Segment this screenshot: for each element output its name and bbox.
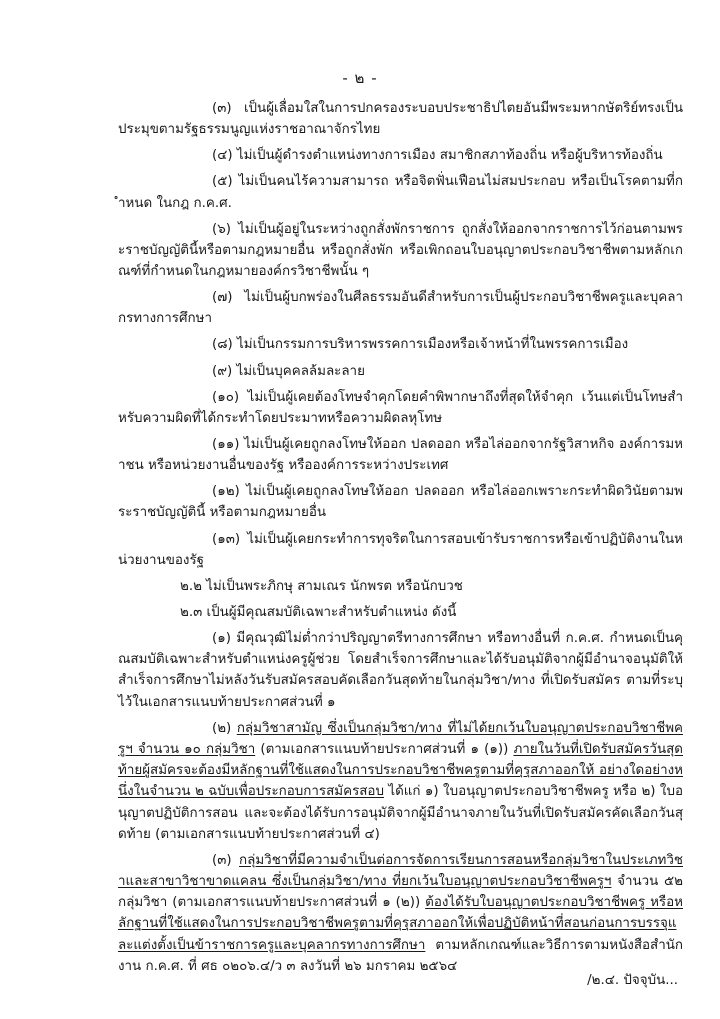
underlined-text: ต้องได้รับใบอนุญาตประกอบวิชาชีพครู หรือหลักฐานที่ใช้แสดงในการประกอบวิชาชีพครูตามที่คุรุสภาออกให้เพื่อปฏิบัติหน้าที่สอนก่อนการบรรจุและแต่งตั้งเป็นข้าราชการครูและบุคลากรทางการศึกษา: [118, 895, 683, 953]
paragraph-p11: [118, 434, 683, 476]
paragraph-p10: [118, 387, 683, 429]
underlined-text: ภายในวันที่เปิดรับสมัครวันสุดท้ายผู้สมัครจะต้องมีหลักฐานที่ใช้แสดงในการประกอบวิชาชีพครูตามที่คุรุสภาออกให้ อย่างใดอย่างหนึ่งในจำนวน ๒ ฉบับเพื่อประกอบการสมัครสอบ: [118, 741, 683, 800]
paragraph-p23: [118, 602, 683, 623]
text-segment: ๒.๓ เป็นผู้มีคุณสมบัติเฉพาะสำหรับตำแหน่ง ดังนี้: [180, 604, 457, 620]
text-segment: จำนวน ๕๒ กลุ่มวิชา (ตามเอกสารแนบท้ายประกาศส่วนที่ ๑ (๒)): [118, 874, 683, 911]
text-segment: ตามหลักเกณฑ์และวิธีการตามหนังสือสำนักงาน ก.ค.ศ. ที่ ศธ ๐๒๐๖.๔/ว ๓ ลงวันที่ ๒๖ มกราคม ๒๕๖๔: [118, 937, 683, 974]
text-segment: ๒.๒ ไม่เป็นพระภิกษุ สามเณร นักพรต หรือนักบวช: [180, 578, 463, 594]
underlined-text: กลุ่มวิชาสามัญ ซึ่งเป็นกลุ่มวิชา/ทาง ที่ไม่ได้ยกเว้นใบอนุญาตประกอบวิชาชีพครูฯ จำนวน ๑๐ กลุ่มวิชา: [118, 720, 683, 757]
text-segment: (๑๒) ไม่เป็นผู้เคยถูกลงโทษให้ออก ปลดออก หรือไล่ออกเพราะกระทำผิดวินัยตามพระราชบัญญัตินี้ หรือตามกฎหมายอื่น: [118, 484, 683, 521]
underlined-text: กลุ่มวิชาที่มีความจำเป็นต่อการจัดการเรียนการสอนหรือกลุ่มวิชาในประเภทวิชาและสาขาวิชาขาดแคลน ซึ่งเป็นกลุ่มวิชา/ทาง ที่ยกเว้นใบอนุญาตประกอบวิชาชีพครูฯ: [118, 852, 683, 890]
text-segment: (๑๑) ไม่เป็นผู้เคยถูกลงโทษให้ออก ปลดออก หรือไล่ออกจากรัฐวิสาหกิจ องค์การมหาชน หรือหน่วยงานอื่นของรัฐ หรือองค์การระหว่างประเทศ: [118, 436, 683, 474]
text-segment: (๙) ไม่เป็นบุคคลล้มละลาย: [212, 363, 365, 379]
text-segment: (๑) มีคุณวุฒิไม่ต่ำกว่าปริญญาตรีทางการศึกษา หรือทางอื่นที่ ก.ค.ศ. กำหนดเป็นคุณสมบัติเฉพาะสำหรับตำแหน่งครูผู้ช่วย โดยสำเร็จการศึกษาและได้รับอนุมัติจากผู้มีอำนาจอนุมัติให้สำเร็จการศึกษาไม่หลังวันรับสมัครสอบคัดเลือกวันสุดท้ายในกลุ่มวิชา/ทาง ที่เปิดรับสมัคร ตามที่ระบุไว้ในเอกสารแนบท้ายประกาศส่วนที่ ๑: [118, 631, 683, 710]
paragraph-p8: [118, 334, 683, 355]
text-segment: (๑๐) ไม่เป็นผู้เคยต้องโทษจำคุกโดยคำพิพากษาถึงที่สุดให้จำคุก เว้นแต่เป็นโทษสำหรับความผิดที่ได้กระทำโดยประมาทหรือความผิดลหุโทษ: [118, 389, 683, 426]
paragraph-p22: [118, 576, 683, 597]
paragraph-p4: [118, 145, 683, 166]
paragraph-p6: [118, 219, 683, 283]
text-segment: (๘) ไม่เป็นกรรมการบริหารพรรคการเมืองหรือเจ้าหน้าที่ในพรรคการเมือง: [212, 337, 629, 353]
paragraph-p5: [118, 171, 683, 213]
paragraph-p7: [118, 287, 683, 329]
text-segment: (๗) ไม่เป็นผู้บกพร่องในศีลธรรมอันดีสำหรับการเป็นผู้ประกอบวิชาชีพครูและบุคลากรทางการศึกษา: [118, 290, 683, 327]
paragraph-s1: [118, 628, 683, 713]
document-body: [118, 98, 683, 982]
text-segment: (๒): [212, 720, 237, 736]
paragraph-s3: [118, 850, 683, 977]
text-segment: (๔) ไม่เป็นผู้ดำรงตำแหน่งทางการเมือง สมาชิกสภาท้องถิ่น หรือผู้บริหารท้องถิ่น: [212, 148, 663, 164]
text-segment: (๓): [212, 852, 240, 868]
text-segment: (๕) ไม่เป็นคนไร้ความสามารถ หรือจิตฟั่นเฟือนไม่สมประกอบ หรือเป็นโรคตามที่กำหนด ในกฎ ก.ค.ศ.: [118, 174, 683, 211]
paragraph-p13: [118, 529, 683, 571]
paragraph-s2: [118, 718, 683, 845]
paragraph-p3: [118, 98, 683, 140]
paragraph-p9: [118, 361, 683, 382]
paragraph-p12: [118, 481, 683, 523]
text-segment: (๓) เป็นผู้เลื่อมใสในการปกครองระบอบประชาธิปไตยอันมีพระมหากษัตริย์ทรงเป็นประมุขตามรัฐธรรมนูญแห่งราชอาณาจักรไทย: [118, 101, 683, 138]
page-number: - ๒ -: [342, 69, 378, 87]
text-segment: (๑๓) ไม่เป็นผู้เคยกระทำการทุจริตในการสอบเข้ารับราชการหรือเข้าปฏิบัติงานในหน่วยงานของรัฐ: [118, 531, 683, 568]
continuation-marker: /๒.๔. ปัจจุบัน...: [587, 973, 678, 988]
text-segment: ได้แก่ ๑) ใบอนุญาตประกอบวิชาชีพครู หรือ ๒) ใบอนุญาตปฏิบัติการสอน และจะต้องได้รับการอนุมัติจากผู้มีอำนาจภายในวันที่เปิดรับสมัครคัดเลือกวันสุดท้าย (ตามเอกสารแนบท้ายประกาศส่วนที่ ๔): [118, 784, 684, 842]
text-segment: (ตามเอกสารแนบท้ายประกาศส่วนที่ ๑ (๑)): [255, 741, 514, 757]
text-segment: (๖) ไม่เป็นผู้อยู่ในระหว่างถูกสั่งพักราชการ ถูกสั่งให้ออกจากราชการไว้ก่อนตามพระราชบัญญัตินี้หรือตามกฎหมายอื่น หรือถูกสั่งพัก หรือเพิกถอนใบอนุญาตประกอบวิชาชีพตามหลักเกณฑ์ที่กำหนดในกฎหมายองค์กรวิชาชีพนั้น ๆ: [118, 221, 683, 280]
